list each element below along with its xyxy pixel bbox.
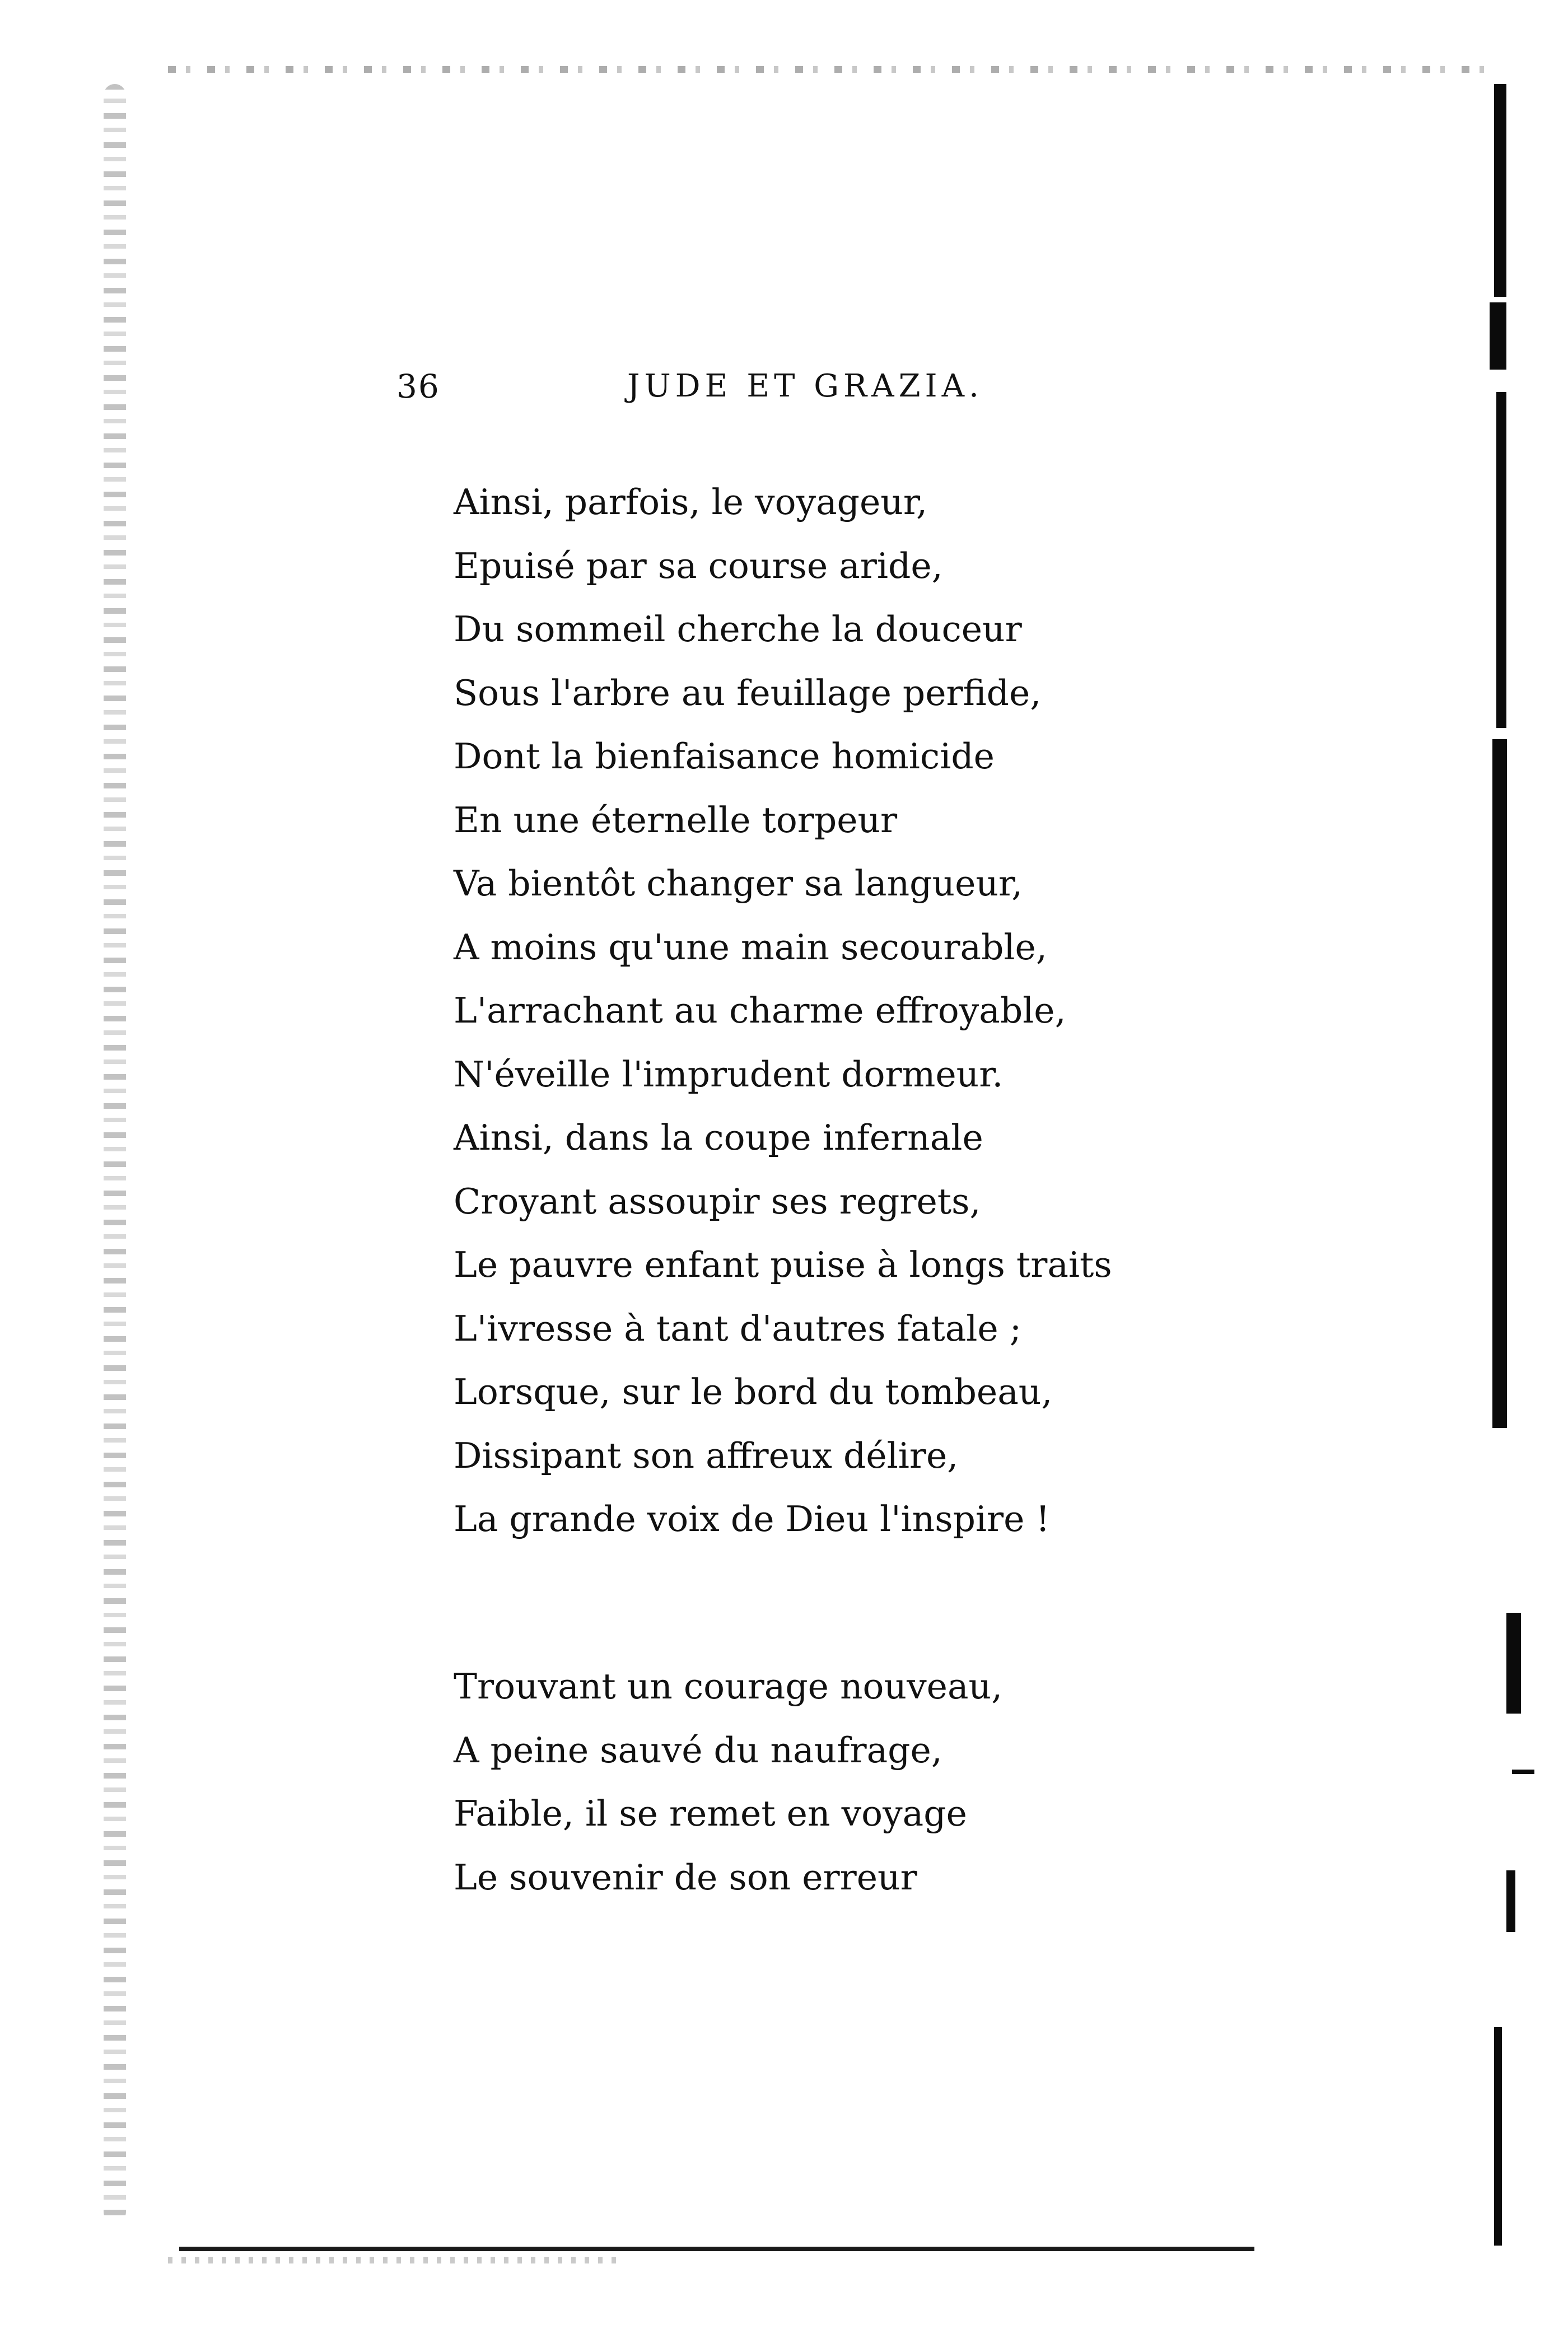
verse-line: Sous l'arbre au feuillage perfide, (454, 672, 1042, 713)
page-top-edge (168, 66, 1501, 73)
binding-mark (1506, 1613, 1521, 1714)
verse-line: A peine sauvé du naufrage, (454, 1729, 942, 1771)
binding-mark (1512, 1770, 1534, 1774)
verse-line: Ainsi, dans la coupe infernale (454, 1117, 983, 1158)
verse-line: Epuisé par sa course aride, (454, 545, 943, 586)
verse-line: Ainsi, parfois, le voyageur, (454, 482, 928, 522)
binding-mark (1494, 2027, 1502, 2246)
verse-line: Croyant assoupir ses regrets, (454, 1180, 981, 1222)
page-left-edge (104, 84, 126, 2223)
verse-line: Du sommeil cherche la douceur (454, 609, 1022, 650)
page-header (392, 364, 1036, 409)
verse-line: Dont la bienfaisance homicide (454, 736, 995, 777)
verse-line: L'ivresse à tant d'autres fatale ; (454, 1308, 1021, 1349)
verse-line: Va bientôt changer sa langueur, (454, 863, 1023, 904)
page-number: 36 (396, 367, 440, 405)
verse-line: Lorsque, sur le bord du tombeau, (454, 1371, 1053, 1412)
verse-line: La grande voix de Dieu l'inspire ! (454, 1499, 1050, 1539)
binding-mark (1496, 392, 1506, 728)
verse-line: Le souvenir de son erreur (454, 1856, 917, 1898)
verse-line: L'arrachant au charme effroyable, (454, 990, 1066, 1031)
verse-line: Trouvant un courage nouveau, (454, 1666, 1003, 1707)
page-bottom-edge (179, 2247, 1254, 2251)
verse-line: A moins qu'une main secourable, (454, 926, 1047, 968)
binding-mark (1492, 739, 1507, 1428)
verse-line: En une éternelle torpeur (454, 799, 898, 841)
page-bottom-speckle (168, 2257, 616, 2263)
verse-line: Le pauvre enfant puise à longs traits (454, 1244, 1112, 1285)
stanza (454, 470, 1238, 1551)
stanza (454, 1655, 1238, 1909)
binding-mark (1506, 1870, 1515, 1932)
verse-line: N'éveille l'imprudent dormeur. (454, 1053, 1004, 1095)
verse-line: Dissipant son affreux délire, (454, 1435, 959, 1476)
binding-mark (1494, 84, 1506, 297)
verse-line: Faible, il se remet en voyage (454, 1793, 967, 1834)
binding-mark (1490, 302, 1506, 370)
running-title: JUDE ET GRAZIA. (627, 368, 983, 404)
